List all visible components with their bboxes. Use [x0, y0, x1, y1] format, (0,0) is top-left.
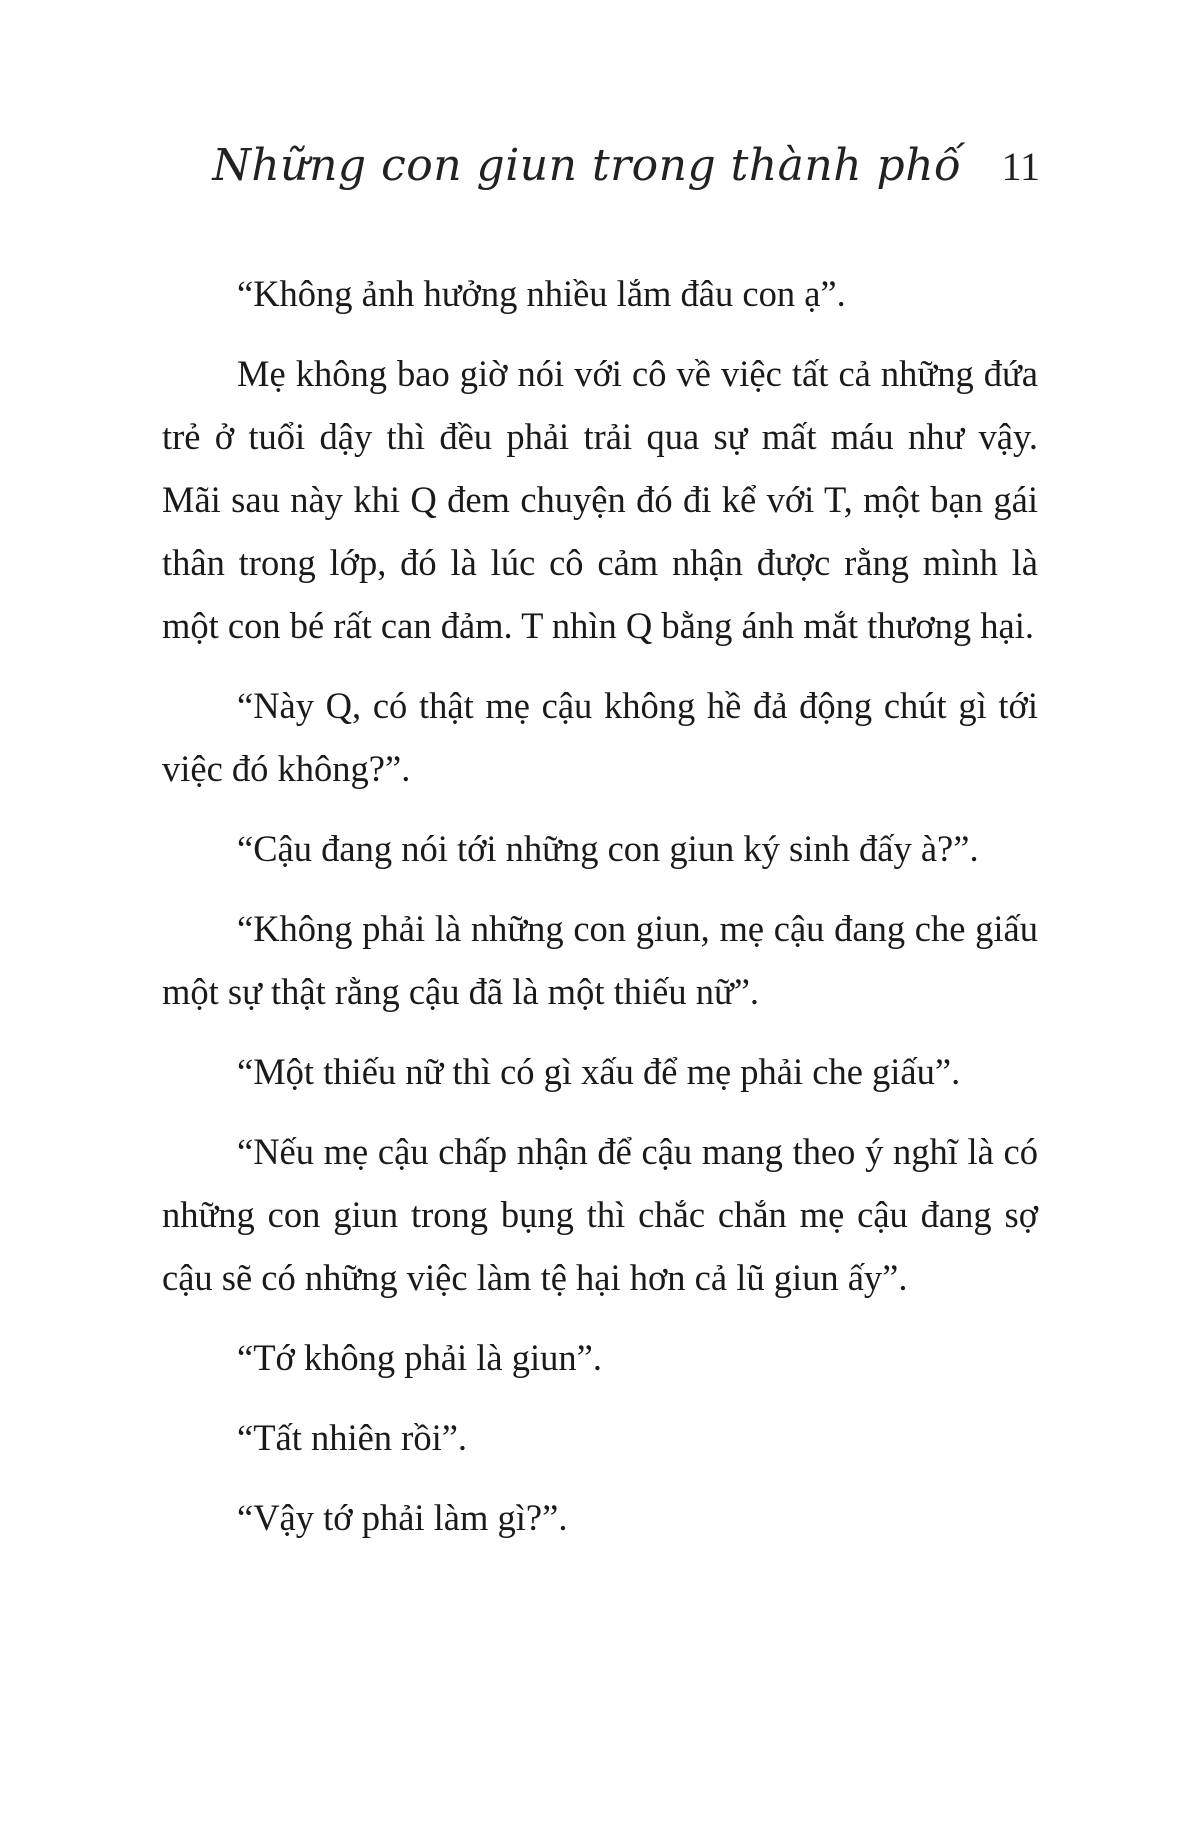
- paragraph: “Vậy tớ phải làm gì?”.: [237, 1497, 568, 1538]
- paragraph: “Nếu mẹ cậu chấp nhận để cậu mang theo ý nghĩ là có những con giun trong bụng thì chắc chắn mẹ cậu đang sợ cậu sẽ có những việc làm tệ hại hơn cả lũ giun ấy”.: [162, 1131, 1038, 1298]
- paragraph: “Này Q, có thật mẹ cậu không hề đả động chút gì tới việc đó không?”.: [162, 685, 1038, 789]
- paragraph: “Tất nhiên rồi”.: [237, 1417, 468, 1458]
- running-header: [212, 140, 1040, 191]
- paragraph: “Không phải là những con giun, mẹ cậu đang che giấu một sự thật rằng cậu đã là một thiếu nữ”.: [162, 908, 1038, 1012]
- paragraph: Mẹ không bao giờ nói với cô về việc tất cả những đứa trẻ ở tuổi dậy thì đều phải trải qua sự mất máu như vậy. Mãi sau này khi Q đem chuyện đó đi kể với T, một bạn gái thân trong lớp, đó là lúc cô cảm nhận được rằng mình là một con bé rất can đảm. T nhìn Q bằng ánh mắt thương hại.: [162, 353, 1038, 646]
- body-text: [162, 262, 1038, 1549]
- page-number: 11: [1001, 144, 1040, 189]
- paragraph: “Tớ không phải là giun”.: [237, 1337, 602, 1378]
- chapter-title: Những con giun trong thành phố: [212, 140, 962, 191]
- paragraph: “Không ảnh hưởng nhiều lắm đâu con ạ”.: [237, 273, 846, 314]
- paragraph: “Cậu đang nói tới những con giun ký sinh đấy à?”.: [237, 828, 979, 869]
- paragraph: “Một thiếu nữ thì có gì xấu để mẹ phải che giấu”.: [237, 1051, 961, 1092]
